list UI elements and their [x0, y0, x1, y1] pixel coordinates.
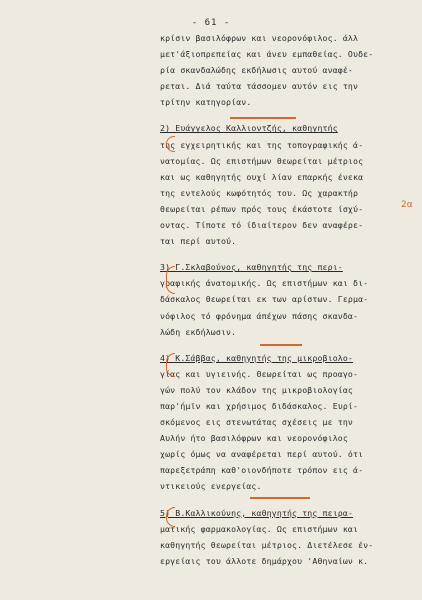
text-line: παρεξετράπη καθ'οιονδήποτε τρόπον εις ά- [160, 465, 364, 476]
text-line: γραφικής άνατομικής. Ως επιστήμων και δι- [160, 278, 369, 289]
text-line: καθηγητής θεωρείται μέτριος. Διετέλεσε έν- [160, 539, 374, 550]
text-line: εργείαις του άλλοτε δημάρχου 'Αθηναίων κ. [160, 555, 369, 566]
text-line: γών πολύ τον κλάδον της μικροβιολογίας [160, 384, 354, 395]
text-line: μετ'άξιοπρεπείας και άνευ εμπαθείας. Ουδε- [160, 49, 374, 60]
annotation-line [230, 117, 296, 119]
annotation-bracket [166, 266, 175, 294]
annotation-line [260, 344, 302, 346]
text-line: τρίτην κατηγορίαν. [160, 97, 252, 108]
text-line: οντας. Τίποτε τό ίδιαίτερον δεν αναφέρε- [160, 220, 364, 231]
text-line: Αυλήν ήτο βασιλόφρων και νεορονόφιλος [160, 433, 348, 444]
annotation-line [250, 497, 310, 499]
text-line: χωρίς όμως να αναφέρεται περί αυτού. ότι [160, 449, 364, 460]
text-line: παρ'ήμϊν και χρήσιμος διδάσκαλος. Ευρί- [160, 400, 359, 411]
section-heading: 4) Κ.Σάββας, καθηγητής της μικροβιολο- [160, 352, 354, 363]
text-line: ρεται. Διά ταύτα τάσσομεν αυτόν εις την [160, 81, 359, 92]
text-line: νατομίας. Ως επιστήμων θεωρείται μέτριος [160, 155, 364, 166]
text-line: της εντελούς κωφότητός του. Ως χαρακτήρ [160, 187, 359, 198]
text-line: ρία σκανδαλώδης εκδήλωσις αυτού αναφέ- [160, 65, 354, 76]
text-line: γίας και υγιεινής. Θεωρείται ως προαγο- [160, 368, 359, 379]
annotation-bracket [166, 507, 175, 527]
text-line: ματικής φαρμακολογίας. Ως επιστήμων και [160, 523, 359, 534]
text-line: λώδη εκδήλωσιν. [160, 326, 237, 337]
text-line: σκόμενος εις στενωτάτας σχέσεις με την [160, 417, 354, 428]
section-heading: 2) Ευάγγελος Καλλιοντζής, καθηγητής [160, 123, 338, 134]
text-line: κρίσιν βασιλόφρων και νεορονόφιλος. άλλ [160, 33, 359, 43]
page-number: - 61 - [191, 18, 231, 28]
annotation-bracket [166, 136, 175, 152]
text-line: της εγχειρητικής και της τοπογραφικής ά- [160, 139, 364, 150]
section-heading: 3) Γ.Σκλαβούνος, καθηγητής της περι- [160, 262, 343, 273]
text-line: και ως καθηγητής ουχί λίαν επαρκής ένεκα [160, 171, 364, 182]
annotation-bracket [166, 353, 175, 377]
text-line: δάσκαλος θεωρείται εκ των αρίστων. Γερμα- [160, 294, 369, 305]
body-text [160, 30, 414, 569]
text-line: νόφιλος τό φρόνημα άπέχων πάσης σκανδα- [160, 310, 359, 321]
margin-note: 2α [401, 200, 413, 210]
section-heading: 5) Β.Καλλικούνης, καθηγητής της πειρα- [160, 507, 354, 518]
text-line: θεωρείται ρέπων πρός τους έκάστοτε ίσχύ- [160, 203, 364, 214]
text-line: ντικειούς ενεργείας. [160, 481, 262, 492]
text-line: ται περί αυτού. [160, 236, 237, 247]
